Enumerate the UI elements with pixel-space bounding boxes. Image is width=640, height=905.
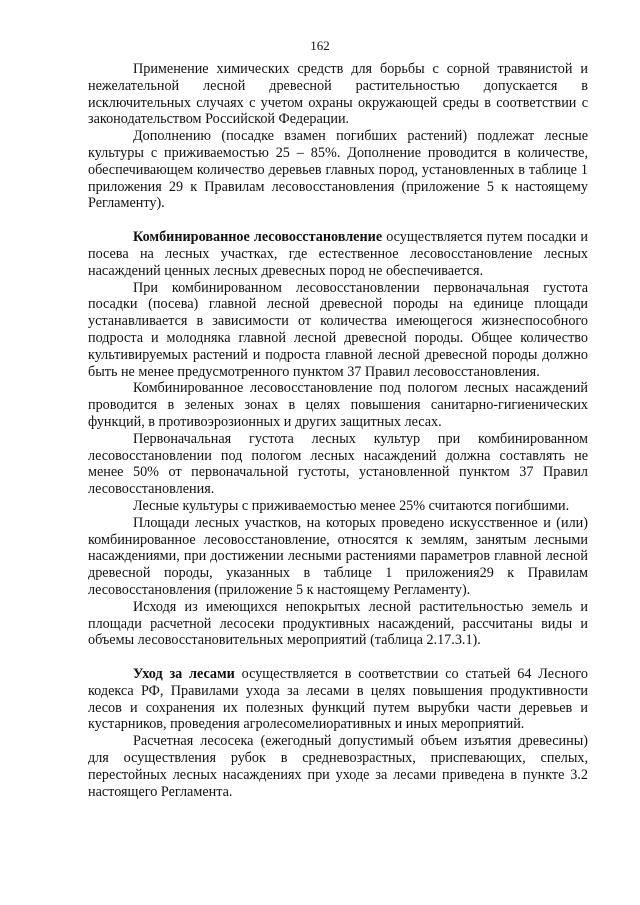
paragraph-under-canopy: Комбинированное лесовосстановление под пологом лесных насаждений проводится в зеленых зонах в целях повышения санитарно-гигиенических функций, в противоэрозионных и других защитных лесах.	[88, 380, 588, 430]
paragraph-replanting: Дополнению (посадке взамен погибших растений) подлежат лесные культуры с приживаемостью 25 – 85%. Дополнение проводится в количестве, обеспечивающем количество деревьев главных пород, установленных в таблице 1 приложения 29 к Правилам лесовосстановления (приложение 5 к настоящему Регламенту).	[88, 128, 588, 212]
paragraph-dead-cultures: Лесные культуры с приживаемостью менее 25% считаются погибшими.	[133, 497, 570, 514]
paragraph-allowable-cut: Расчетная лесосека (ежегодный допустимый объем изъятия древесины) для осуществления рубок в средневозрастных, приспевающих, спелых, перестойных лесных насаждениях при уходе за лесами приведена в пункте 3.2 настоящего Регламента.	[88, 733, 588, 800]
paragraph-calculated-measures: Исходя из имеющихся непокрытых лесной растительностью земель и площади расчетной лесосеки продуктивных насаждений, рассчитаны виды и объемы лесовосстановительных мероприятий (таблица 2.17.3.1).	[88, 598, 588, 649]
paragraph-combined-reforestation	[88, 229, 588, 279]
section-gap	[88, 212, 588, 229]
section-gap	[88, 649, 588, 666]
document-body	[88, 61, 588, 800]
term-combined-reforestation: Комбинированное лесовосстановление	[133, 229, 383, 246]
paragraph-chemical-control: Применение химических средств для борьбы с сорной травянистой и нежелательной лесной древесной растительностью допускается в исключительных случаях с учетом охраны окружающей среды в соответствии с законодательством Российской Федерации.	[88, 61, 588, 128]
paragraph-under-canopy-density: Первоначальная густота лесных культур при комбинированном лесовосстановлении под пологом лесных насаждений должна составлять не менее 50% от первоначальной густоты, установленной пунктом 37 Правил лесовосстановления.	[88, 430, 588, 498]
page-number: 162	[310, 38, 330, 53]
paragraph-initial-density: При комбинированном лесовосстановлении первоначальная густота посадки (посева) главной лесной древесной породы на единице площади устанавливается в зависимости от количества имеющегося жизнеспособного подроста и молодняка главной лесной древесной породы. Общее количество культивируемых растений и подроста главной лесной древесной породы должно быть не менее предусмотренного пунктом 37 Правил лесовосстановления.	[88, 279, 588, 380]
term-forest-care: Уход за лесами	[133, 666, 235, 683]
paragraph-land-classification: Площади лесных участков, на которых проведено искусственное и (или) комбинированное лесовосстановление, относятся к землям, занятым лесными насаждениями, при достижении лесными растениями параметров главной лесной древесной породы, указанных в таблице 1 приложения29 к Правилам лесовосстановления (приложение 5 к настоящему Регламенту).	[88, 514, 588, 598]
paragraph-combined-reforestation-text: осуществляется путем посадки и посева на лесных участках, где естественное лесовосстановление лесных насаждений ценных лесных древесных пород не обеспечивается.	[88, 229, 588, 279]
paragraph-forest-care-text: осуществляется в соответствии со статьей 64 Лесного кодекса РФ, Правилами ухода за лесами в целях повышения продуктивности лесов и сохранения их полезных функций путем вырубки части деревьев и кустарников, проведения агролесомелиоративных и иных мероприятий.	[88, 666, 588, 733]
paragraph-forest-care	[88, 666, 588, 733]
